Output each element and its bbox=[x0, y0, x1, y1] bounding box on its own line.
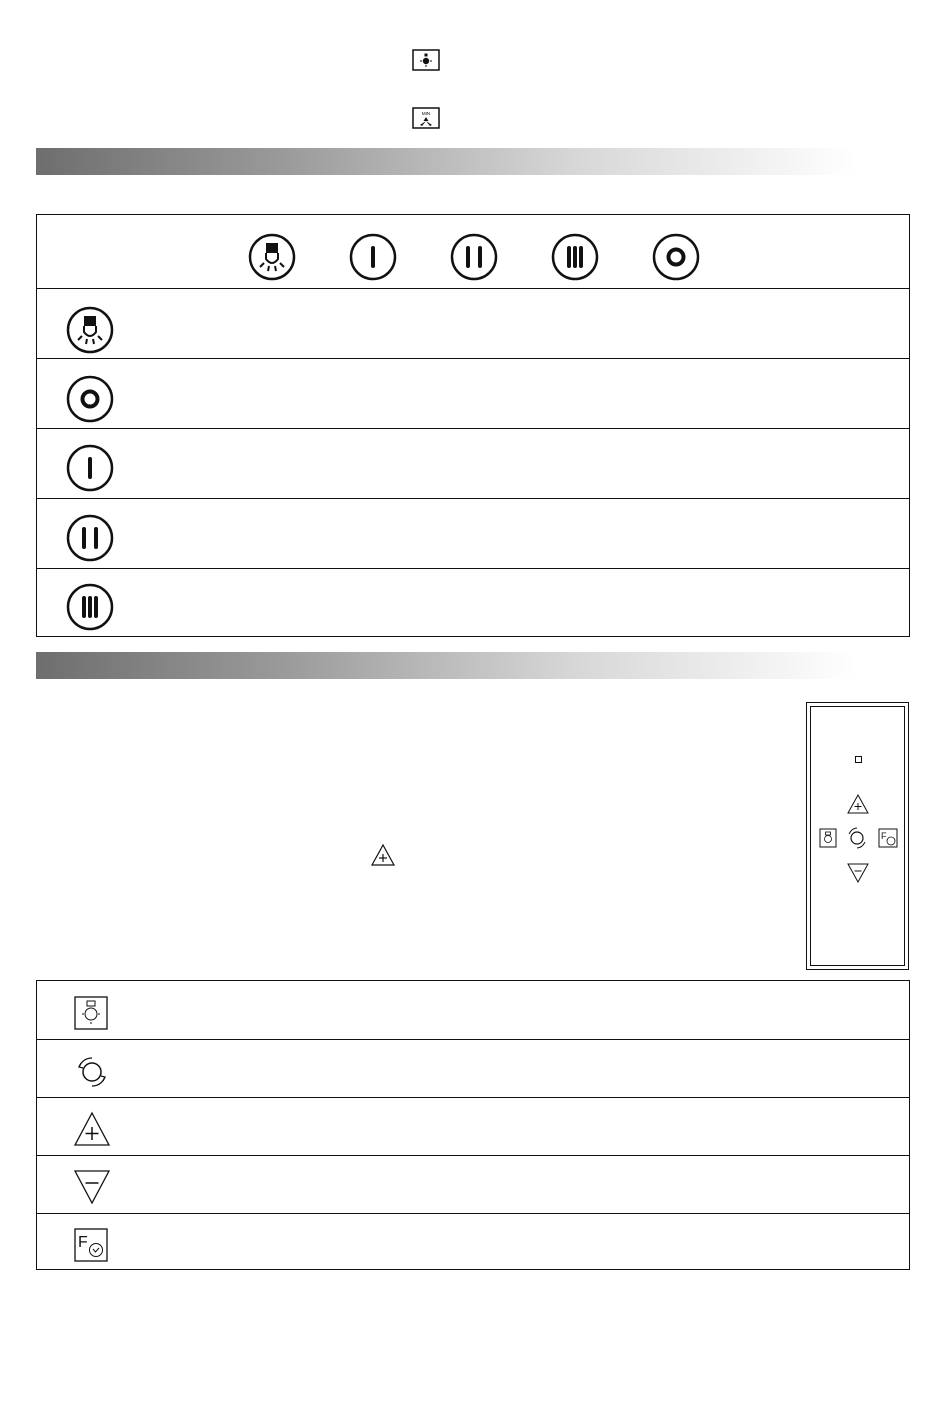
speed-1-icon bbox=[66, 444, 114, 492]
cycle-icon[interactable] bbox=[845, 825, 869, 851]
fan-min-label: MIN bbox=[421, 111, 431, 116]
filter-timer-icon[interactable] bbox=[878, 828, 898, 848]
remote-control bbox=[806, 702, 909, 970]
speed-1-icon bbox=[349, 233, 397, 281]
speed-2-icon bbox=[450, 233, 498, 281]
indicator-led bbox=[855, 756, 862, 763]
lamp-icon bbox=[66, 306, 114, 354]
minus-triangle-icon bbox=[73, 1169, 111, 1205]
table-row bbox=[37, 288, 909, 358]
speed-2-icon bbox=[66, 514, 114, 562]
plus-triangle-icon bbox=[370, 843, 396, 867]
table-row bbox=[37, 428, 909, 498]
speed-3-icon bbox=[66, 583, 114, 631]
table-row bbox=[37, 1155, 909, 1213]
remote-functions-table bbox=[36, 980, 910, 1270]
table-row bbox=[37, 1213, 909, 1269]
table-row bbox=[37, 498, 909, 568]
plus-triangle-icon bbox=[73, 1111, 111, 1147]
table-header-row bbox=[37, 215, 909, 288]
table-row bbox=[37, 981, 909, 1039]
table-row bbox=[37, 1097, 909, 1155]
section-header-bar bbox=[36, 148, 856, 175]
light-small-icon bbox=[412, 49, 440, 71]
plus-triangle-icon[interactable] bbox=[847, 794, 869, 814]
lamp-icon bbox=[248, 233, 296, 281]
control-buttons-table bbox=[36, 214, 910, 637]
light-square-icon[interactable] bbox=[819, 828, 837, 848]
fan-min-icon bbox=[412, 107, 440, 129]
speed-3-icon bbox=[551, 233, 599, 281]
off-icon bbox=[66, 375, 114, 423]
section-header-bar bbox=[36, 652, 856, 679]
off-icon bbox=[652, 233, 700, 281]
table-row bbox=[37, 1039, 909, 1097]
filter-letter: F bbox=[78, 1234, 88, 1251]
table-row bbox=[37, 358, 909, 428]
table-row bbox=[37, 568, 909, 637]
cycle-icon bbox=[73, 1053, 111, 1091]
filter-timer-icon bbox=[74, 1228, 108, 1262]
minus-triangle-icon[interactable] bbox=[847, 863, 869, 883]
light-square-icon bbox=[74, 996, 108, 1030]
filter-letter: F bbox=[881, 831, 887, 841]
